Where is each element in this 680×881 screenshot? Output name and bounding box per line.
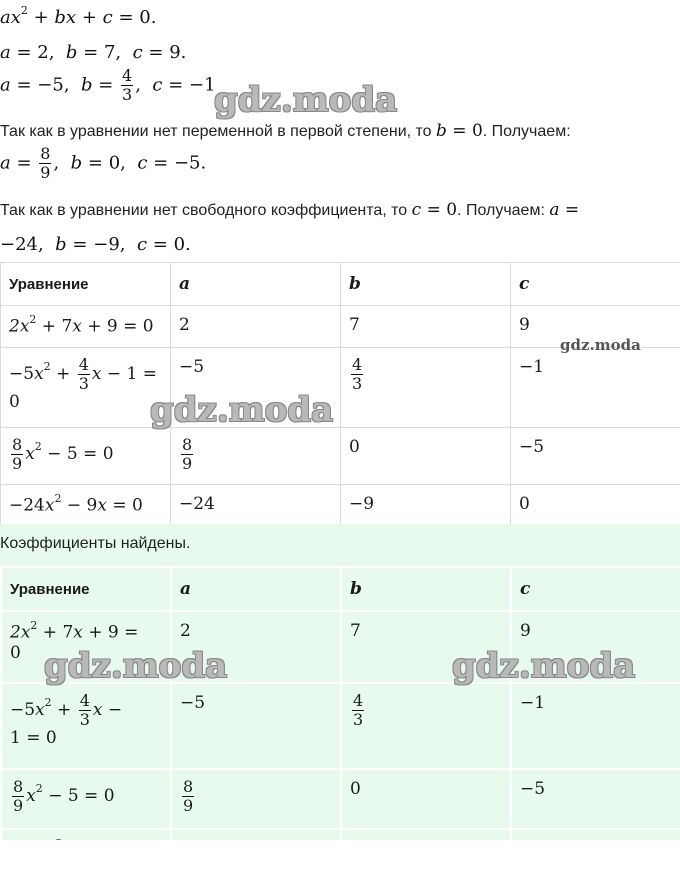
header-equation: Уравнение [1,567,171,611]
note-c: Так как в уравнении нет свободного коэффициента, то c = 0. Получаем: a = [0,200,580,220]
b-cell: 0 [341,769,511,829]
equation-cell: $-24x^2 - 9x = 0$ [1,485,171,526]
c-cell: −1 [511,683,680,769]
table-row [1,485,680,526]
a-cell: −5 [171,683,341,769]
equation-cell: $2x^2 + 7x + 9$ = 0 [1,611,171,683]
general-form: $ax^2$ + bx + c = 0. [0,4,157,28]
equation-cell: $\frac{8}{9}$ $x^2 - 5 = 0$ [1,428,171,485]
c-cell: −5 [511,769,680,829]
table-header-row [1,567,680,611]
header-a: a [171,567,341,611]
found-label: Коэффициенты найдены. [0,535,191,552]
watermark: gdz.moda [150,390,334,430]
a-cell: −24 [171,485,341,526]
case3-coeffs: a = $\frac{8}{9}$ , b = 0, c = −5. [0,144,207,182]
header-equation: Уравнение [1,263,171,306]
b-cell: 7 [341,611,511,683]
b-cell: $\frac{4}{3}$ [341,683,511,769]
header-a: a [171,263,341,306]
watermark-small: gdz.moda [560,336,641,354]
a-cell: 2 [171,306,341,348]
table-row [1,683,680,769]
coefficients-table [0,262,680,526]
answer-table [0,566,680,872]
equation-cell: $2x^2 + 7x + 9 = 0$ [1,306,171,348]
page-cutoff [0,840,680,881]
table-row [1,348,680,428]
header-b: b [341,567,511,611]
equation-cell: $-5x^2$ + $\frac{4}{3}$ x − 1 = 0 [1,683,171,769]
b-cell: −9 [341,485,511,526]
table-header-row [1,263,680,306]
a-cell: −5 [171,348,341,428]
equation-cell: $\frac{8}{9}$ $x^2 - 5 = 0$ [1,769,171,829]
case2-coeffs: a = −5, b = $\frac{4}{3}$ , c = −1 [0,66,216,104]
a-cell: 2 [171,611,341,683]
case1-coeffs: a = 2, b = 7, c = 9. [0,42,187,63]
a-cell: $\frac{8}{9}$ [171,769,341,829]
c-cell: 9 [511,306,680,348]
note-b: Так как в уравнении нет переменной в первой степени, то b = 0. Получаем: [0,121,571,141]
case4-coeffs: −24, b = −9, c = 0. [0,234,191,255]
c-cell: −5 [511,428,680,485]
b-cell: 7 [341,306,511,348]
header-b: b [341,263,511,306]
b-cell: $\frac{4}{3}$ [341,348,511,428]
a-cell: $\frac{8}{9}$ [171,428,341,485]
header-c: c [511,263,680,306]
table-row [1,769,680,829]
watermark: gdz.moda [44,646,228,686]
header-c: c [511,567,680,611]
c-cell: −1 [511,348,680,428]
c-cell: 9 [511,611,680,683]
table-row [1,428,680,485]
equation-cell: $-5x^2$ + $\frac{4}{3}$ x − 1 = 0 [1,348,171,428]
c-cell: 0 [511,485,680,526]
b-cell: 0 [341,428,511,485]
watermark: gdz.moda [214,80,398,120]
watermark: gdz.moda [452,646,636,686]
